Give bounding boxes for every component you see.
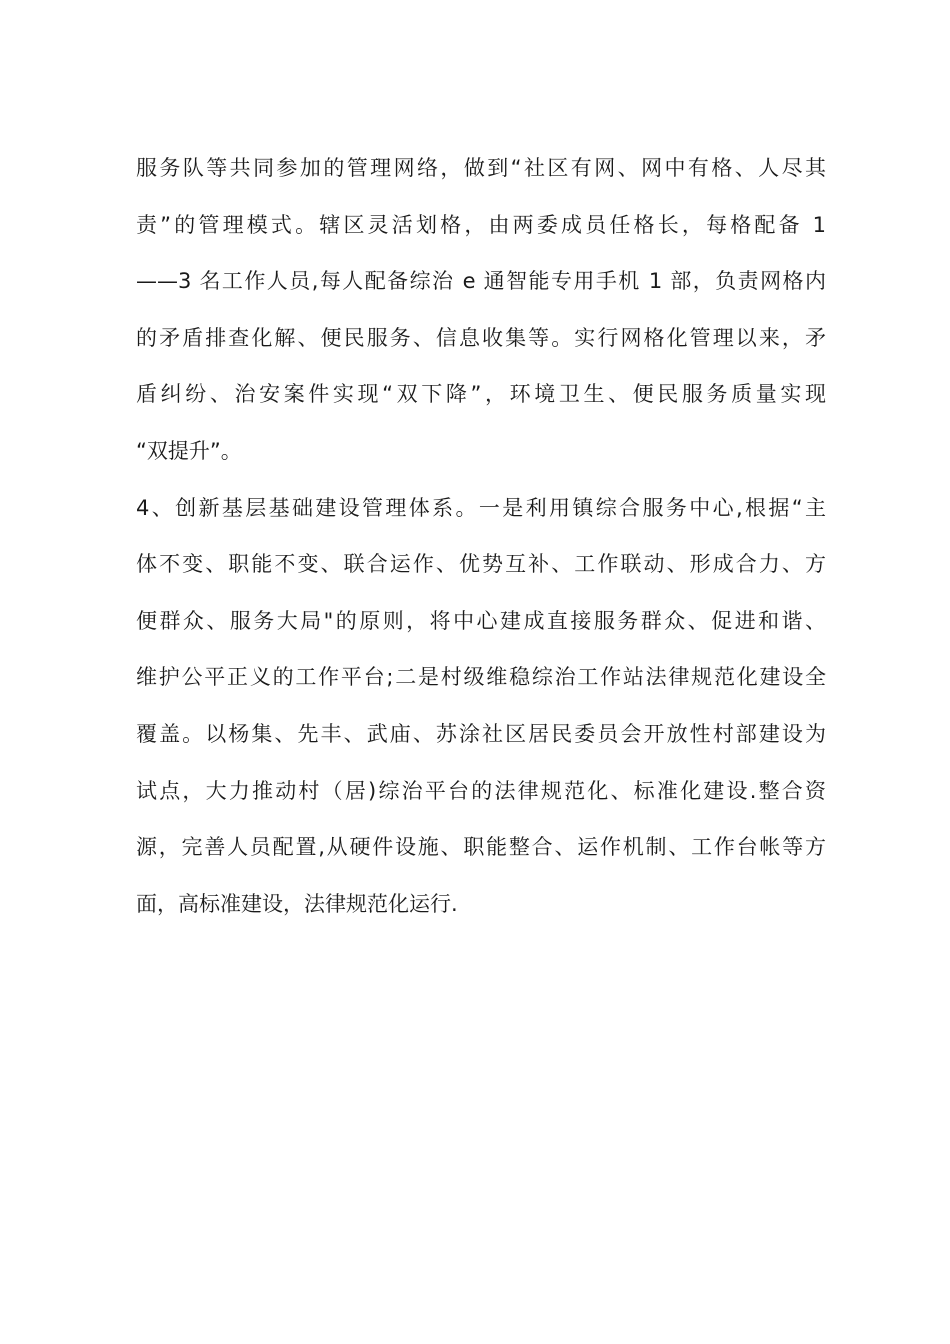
paragraph-line: ——3 名工作人员,每人配备综治 e 通智能专用手机 1 部，负责网格内 (136, 269, 826, 294)
paragraph-line: 源，完善人员配置,从硬件设施、职能整合、运作机制、工作台帐等方 (136, 835, 826, 860)
paragraph-line: 的矛盾排查化解、便民服务、信息收集等。实行网格化管理以来，矛 (136, 325, 826, 350)
paragraph-line: 4、创新基层基础建设管理体系。一是利用镇综合服务中心,根据“主 (136, 495, 826, 520)
paragraph-line: 覆盖。以杨集、先丰、武庙、苏涂社区居民委员会开放性村部建设为 (136, 721, 826, 746)
paragraph-line: “双提升”。 (136, 438, 242, 463)
document-body (136, 140, 826, 932)
paragraph-line: 责”的管理模式。辖区灵活划格，由两委成员任格长，每格配备 1 (136, 212, 826, 237)
paragraph-line: 面，高标准建设，法律规范化运行. (136, 891, 458, 916)
paragraph-line: 维护公平正义的工作平台;二是村级维稳综治工作站法律规范化建设全 (136, 665, 826, 690)
paragraph-line: 试点，大力推动村（居)综治平台的法律规范化、标准化建设.整合资 (136, 778, 826, 803)
paragraph-line: 体不变、职能不变、联合运作、优势互补、工作联动、形成合力、方 (136, 552, 826, 577)
paragraph-line: 便群众、服务大局"的原则，将中心建成直接服务群众、促进和谐、 (136, 608, 826, 633)
paragraph-line: 服务队等共同参加的管理网络，做到“社区有网、网中有格、人尽其 (136, 156, 826, 180)
paragraph-line: 盾纠纷、治安案件实现“双下降”，环境卫生、便民服务质量实现 (136, 382, 826, 407)
